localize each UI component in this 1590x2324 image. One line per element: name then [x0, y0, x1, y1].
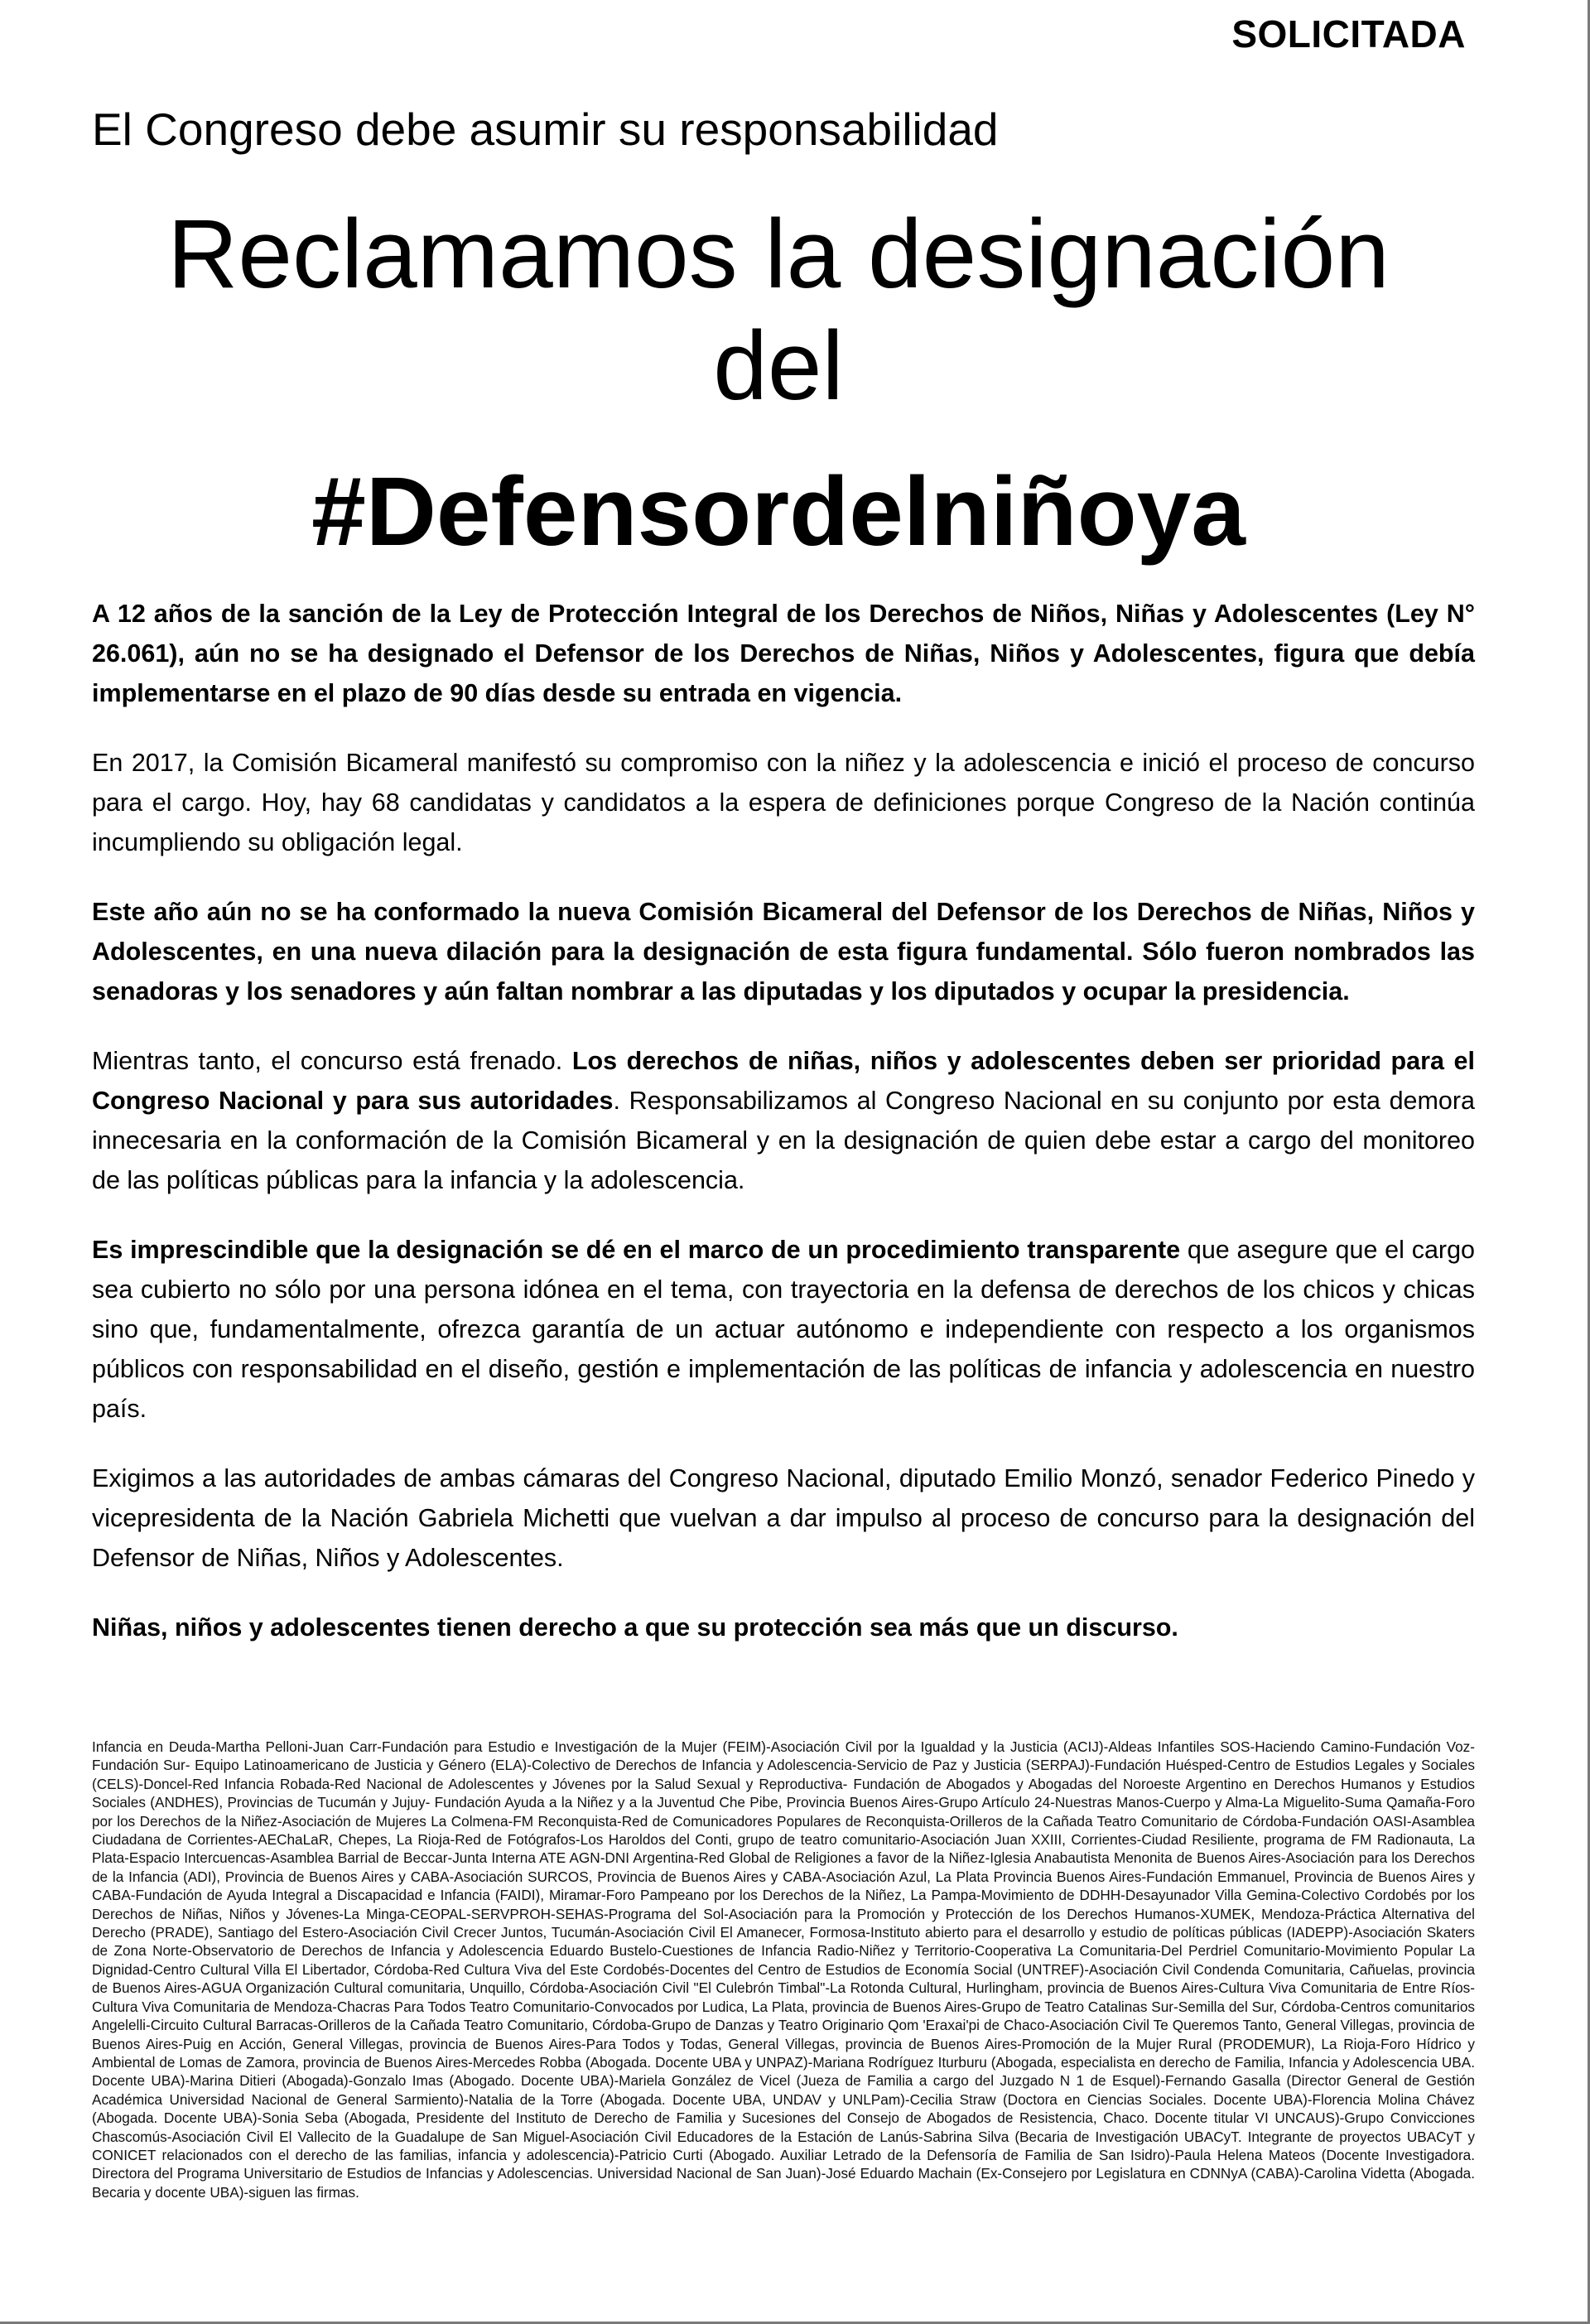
- headline-hashtag: #Defensordelniñoya: [311, 457, 1246, 567]
- signatories-list: Infancia en Deuda-Martha Pelloni-Juan Carr-Fundación para Estudio e Investigación de la Mujer (FEIM)-Asociación Civil por la Igualdad y la Justicia (ACIJ)-Aldeas Infantiles SOS-Haciendo Camino-Fundación Voz-Fundación Sur- Equipo Latinoamericano de Justicia y Género (ELA)-Colectivo de Derechos de Infancia y Adolescencia-Servicio de Paz y Justicia (SERPAJ)-Fundación Huésped-Centro de Estudios Legales y Sociales (CELS)-Doncel-Red Infancia Robada-Red Nacional de Adolescentes y Jóvenes por la Salud Sexual y Reproductiva- Fundación de Abogados y Abogadas del Noroeste Argentino en Derechos Humanos y Estudios Sociales (ANDHES), Provincias de Tucumán y Jujuy- Fundación Ayuda a la Niñez y a la Juventud Che Pibe, Provincia Buenos Aires-Grupo Artículo 24-Nuestras Manos-Cuerpo y Alma-La Miguelito-Suma Qamaña-Foro por los Derechos de la Niñez-Asociación de Mujeres La Colmena-FM Reconquista-Red de Comunicadores Populares de Reconquista-Orilleros de la Cañada Teatro Comunitario de Córdoba-Fundación OASI-Asamblea Ciudadana de Corrientes-AEChaLaR, Chepes, La Rioja-Red de Fotógrafos-Los Haroldos del Conti, grupo de teatro comunitario-Asociación Juan XXIII, Corrientes-Ciudad Resiliente, programa de FM Radionauta, La Plata-Espacio Intercuencas-Asamblea Barrial de Beccar-Junta Interna ATE AGN-DNI Argentina-Red Global de Religiones a favor de la Niñez-Iglesia Anabautista Menonita de Buenos Aires-Asociación para los Derechos de la Infancia (ADI), Provincia de Buenos Aires y CABA-Asociación SURCOS, Provincia de Buenos Aires y CABA-Asociación Azul, La Plata Provincia Buenos Aires-Fundación Emmanuel, Provincia de Buenos Aires y CABA-Fundación de Ayuda Integral a Discapacidad e Infancia (FAIDI), Miramar-Foro Pampeano por los Derechos de la Niñez, La Pampa-Movimiento de DDHH-Desayunador Villa Gemina-Colectivo Cordobés por los Derechos de Niñas, Niños y Jóvenes-La Minga-CEOPAL-SERVPROH-SEHAS-Programa del Sol-Asociación para la Promoción y Protección de los Derechos Humanos-XUMEK, Mendoza-Práctica Alternativa del Derecho (PRADE), Santiago del Estero-Asociación Civil Crecer Juntos, Tucumán-Asociación Civil El Amanecer, Formosa-Instituto abierto para el desarrollo y estudio de políticas públicas (IADEPP)-Asociación Skaters de Zona Norte-Observatorio de Derechos de Infancia y Adolescencia Eduardo Bustelo-Cuestiones de Infancia Radio-Niñez y Territorio-Cooperativa La Comunitaria-Del Perdriel Comunitario-Movimiento Popular La Dignidad-Centro Cultural Villa El Libertador, Córdoba-Red Cultura Viva del Este Cordobés-Docentes del Centro de Estudios de Economía Social (UNTREF)-Asociación Civil Condenda Comunitaria, Cañuelas, provincia de Buenos Aires-AGUA Organización Cultural comunitaria, Unquillo, Córdoba-Asociación Civil "El Culebrón Timbal"-La Rotonda Cultural, Hurlingham, provincia de Buenos Aires-Cultura Viva Comunitaria de Entre Ríos-Cultura Viva Comunitaria de Mendoza-Chacras Para Todos Teatro Comunitario-Convocados por Ludica, La Plata, provincia de Buenos Aires-Grupo de Teatro Catalinas Sur-Semilla del Sur, Córdoba-Centros comunitarios Angelelli-Circuito Cultural Barracas-Orilleros de la Cañada Teatro Comunitario, Córdoba-Grupo de Danzas y Teatro Originario Qom 'Eraxai'pi de Chaco-Asociación Civil Te Queremos Tanto, General Villegas, provincia de Buenos Aires-Puig en Acción, General Villegas, provincia de Buenos Aires-Para Todos y Todas, General Villegas, provincia de Buenos Aires-Promoción de la Mujer Rural (PRODEMUR), La Rioja-Foro Hídrico y Ambiental de Lomas de Zamora, provincia de Buenos Aires-Mercedes Robba (Abogada. Docente UBA y UNPAZ)-Mariana Rodríguez Iturburu (Abogada, especialista en derecho de Familia, Infancia y Adolescencia UBA. Docente UBA)-Marina Ditieri (Abogada)-Gonzalo Imas (Abogado. Docente UBA)-Mariela González de Vicel (Jueza de Familia a cargo del Juzgado N 1 de Esquel)-Fernando Gasalla (Director General de Gestión Académica Universidad Nacional de General Sarmiento)-Natalia de la Torre (Abogada. Docente UBA, UNDAV y UNLPam)-Cecilia Straw (Doctora en Ciencias Sociales. Docente UBA)-Florencia Molina Chávez (Abogada. Docente UBA)-Sonia Seba (Abogada, Presidente del Instituto de Derecho de Familia y Sucesiones del Consejo de Abogados de Resistencia, Chaco. Docente titular VI UNCAUS)-Grupo Convicciones Chascomús-Asociación Civil El Vallecito de la Guadalupe de San Miguel-Asociación Civil Educadores de la Estación de Lanús-Sabrina Silva (Becaria de Investigación UBACyT. Integrante de proyectos UBACyT y CONICET relacionados con el derecho de las familias, infancia y adolescencia)-Patricio Curti (Abogado. Auxiliar Letrado de la Defensoría de Familia de San Isidro)-Paula Helena Mateos (Docente Investigadora. Directora del Programa Universitario de Estudios de Infancias y Adolescencias. Universidad Nacional de San Juan)-José Eduardo Machain (Ex-Consejero por Legislatura en CDNNyA (CABA)-Carolina Videtta (Abogada. Becaria y docente UBA)-siguen las firmas.: [92, 1738, 1475, 2201]
- paragraph-5-rest: que asegure que el cargo sea cubierto no sólo por una persona idónea en el tema, con trayectoria en la defensa de derechos de los chicos y chicas sino que, fundamentalmente, ofrezca garantía de un actuar autónomo e independiente con respecto a los organismos públicos con responsabilidad en el diseño, gestión e implementación de las políticas de infancia y adolescencia en nuestro país.: [92, 1236, 1475, 1423]
- paragraph-4-rest: . Responsabilizamos al Congreso Nacional en su conjunto por esta demora innecesaria en la conformación de la Comisión Bicameral y en la designación de quien debe estar a cargo del monitoreo de las políticas públicas para la infancia y la adolescencia.: [92, 1087, 1476, 1194]
- paragraph-4-emphasis: Los derechos de niñas, niños y adolescentes deben ser prioridad para el Congreso Nacional y para sus autoridades: [92, 1047, 1475, 1115]
- paragraph-3: Este año aún no se ha conformado la nueva Comisión Bicameral del Defensor de los Derechos de Niñas, Niños y Adolescentes, en una nueva dilación para la designación de esta figura fundamental. Sólo fueron nombrados las senadoras y los senadores y aún faltan nombrar a las diputadas y los diputados y ocupar la presidencia.: [92, 898, 1475, 1005]
- closing-statement: Niñas, niños y adolescentes tienen derecho a que su protección sea más que un discurso.: [92, 1613, 1178, 1642]
- paragraph-4: [92, 1041, 1475, 1200]
- main-headline: [83, 199, 1474, 422]
- paragraph-5: [92, 1230, 1475, 1429]
- paragraph-1: A 12 años de la sanción de la Ley de Protección Integral de los Derechos de Niños, Niñas y Adolescentes (Ley N° 26.061), aún no se ha designado el Defensor de los Derechos de Niñas, Niños y Adolescentes, figura que debía implementarse en el plazo de 90 días desde su entrada en vigencia.: [92, 600, 1475, 707]
- paragraph-5-emphasis: Es imprescindible que la designación se dé en el marco de un procedimiento transparente: [92, 1236, 1181, 1264]
- paragraph-6: Exigimos a las autoridades de ambas cámaras del Congreso Nacional, diputado Emilio Monzó, senador Federico Pinedo y vicepresidenta de la Nación Gabriela Michetti que vuelvan a dar impulso al proceso de concurso para la designación del Defensor de Niñas, Niños y Adolescentes.: [92, 1464, 1475, 1572]
- solicitada-label: SOLICITADA: [1231, 12, 1466, 55]
- paragraph-4-lead: Mientras tanto, el concurso está frenado.: [92, 1047, 572, 1075]
- paragraph-2: En 2017, la Comisión Bicameral manifestó su compromiso con la niñez y la adolescencia e inició el proceso de concurso para el cargo. Hoy, hay 68 candidatas y candidatos a la espera de definiciones porque Congreso de la Nación continúa incumpliendo su obligación legal.: [92, 749, 1475, 856]
- article-body: [92, 594, 1475, 1677]
- headline-line-2: del: [713, 311, 844, 421]
- headline-line-1: Reclamamos la designación: [167, 200, 1390, 309]
- kicker-heading: El Congreso debe asumir su responsabilidad: [92, 104, 999, 155]
